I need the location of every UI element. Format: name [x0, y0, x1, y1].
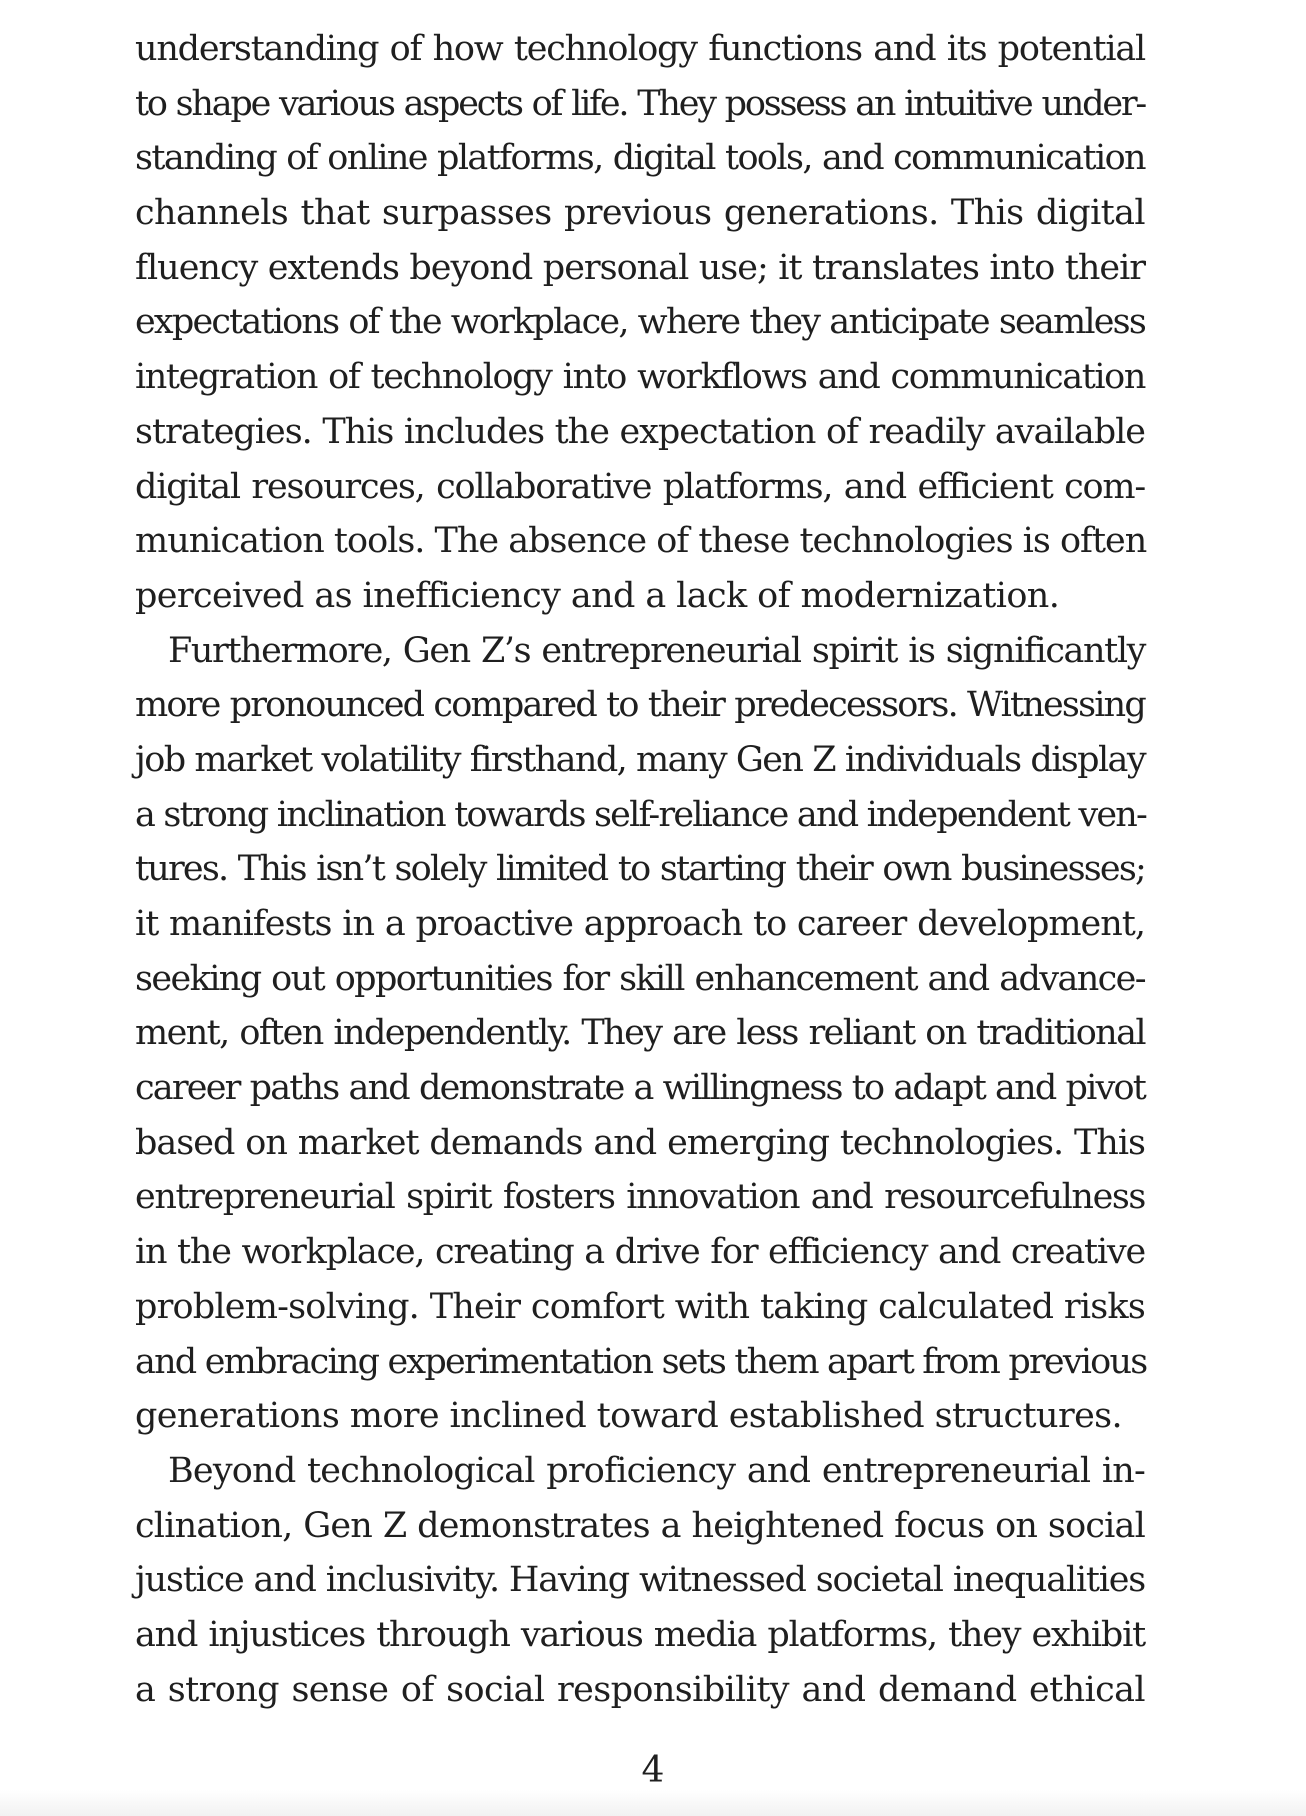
text-line: channels that surpasses previous generations. This digital [135, 193, 1145, 234]
text-line: ment, often independently. They are less reliant on traditional [135, 1013, 1145, 1054]
text-line: job market volatility firsthand, many Gen Z individuals display [135, 739, 1145, 780]
text-line: entrepreneurial spirit fosters innovation and resourcefulness [135, 1177, 1145, 1218]
text-line: seeking out opportunities for skill enhancement and advance- [135, 958, 1145, 999]
text-line: generations more inclined toward established structures. [135, 1396, 1123, 1437]
text-line: digital resources, collaborative platforms, and efficient com- [135, 466, 1145, 507]
text-line: Furthermore, Gen Z’s entrepreneurial spirit is significantly [168, 630, 1145, 671]
text-line: understanding of how technology functions and its potential [135, 29, 1145, 69]
text-line: a strong sense of social responsibility and demand ethical [135, 1669, 1145, 1710]
text-line: to shape various aspects of life. They possess an intuitive under- [135, 83, 1145, 124]
text-line: tures. This isn’t solely limited to starting their own businesses; [135, 849, 1145, 890]
text-line: expectations of the workplace, where they anticipate seamless [135, 302, 1145, 343]
text-line: standing of online platforms, digital tools, and communication [135, 138, 1145, 179]
text-line: more pronounced compared to their predecessors. Witnessing [135, 685, 1145, 726]
text-line: munication tools. The absence of these technologies is often [135, 521, 1147, 562]
text-line: career paths and demonstrate a willingness to adapt and pivot [135, 1068, 1145, 1109]
text-line: fluency extends beyond personal use; it translates into their [135, 247, 1145, 288]
document-page [135, 22, 1145, 1717]
paragraph-3 [135, 1444, 1145, 1717]
text-line: based on market demands and emerging technologies. This [135, 1122, 1145, 1163]
text-line: Beyond technological proficiency and entrepreneurial in- [168, 1450, 1145, 1491]
paragraph-1 [135, 22, 1145, 624]
text-line: and embracing experimentation sets them apart from previous [135, 1341, 1147, 1382]
text-line: a strong inclination towards self-reliance and independent ven- [135, 794, 1147, 835]
text-line: perceived as inefficiency and a lack of modernization. [135, 575, 1060, 616]
text-line: integration of technology into workflows and communication [135, 357, 1145, 398]
text-line: in the workplace, creating a drive for efficiency and creative [135, 1232, 1145, 1273]
text-line: and injustices through various media platforms, they exhibit [135, 1614, 1145, 1655]
text-line: justice and inclusivity. Having witnessed societal inequalities [135, 1560, 1145, 1601]
text-line: strategies. This includes the expectation of readily available [135, 411, 1145, 452]
page-number: 4 [641, 1750, 665, 1791]
text-line: clination, Gen Z demonstrates a heightened focus on social [135, 1505, 1145, 1546]
text-line: problem-solving. Their comfort with taking calculated risks [135, 1286, 1145, 1327]
text-line: it manifests in a proactive approach to career development, [135, 904, 1145, 944]
paragraph-2 [135, 624, 1145, 1444]
